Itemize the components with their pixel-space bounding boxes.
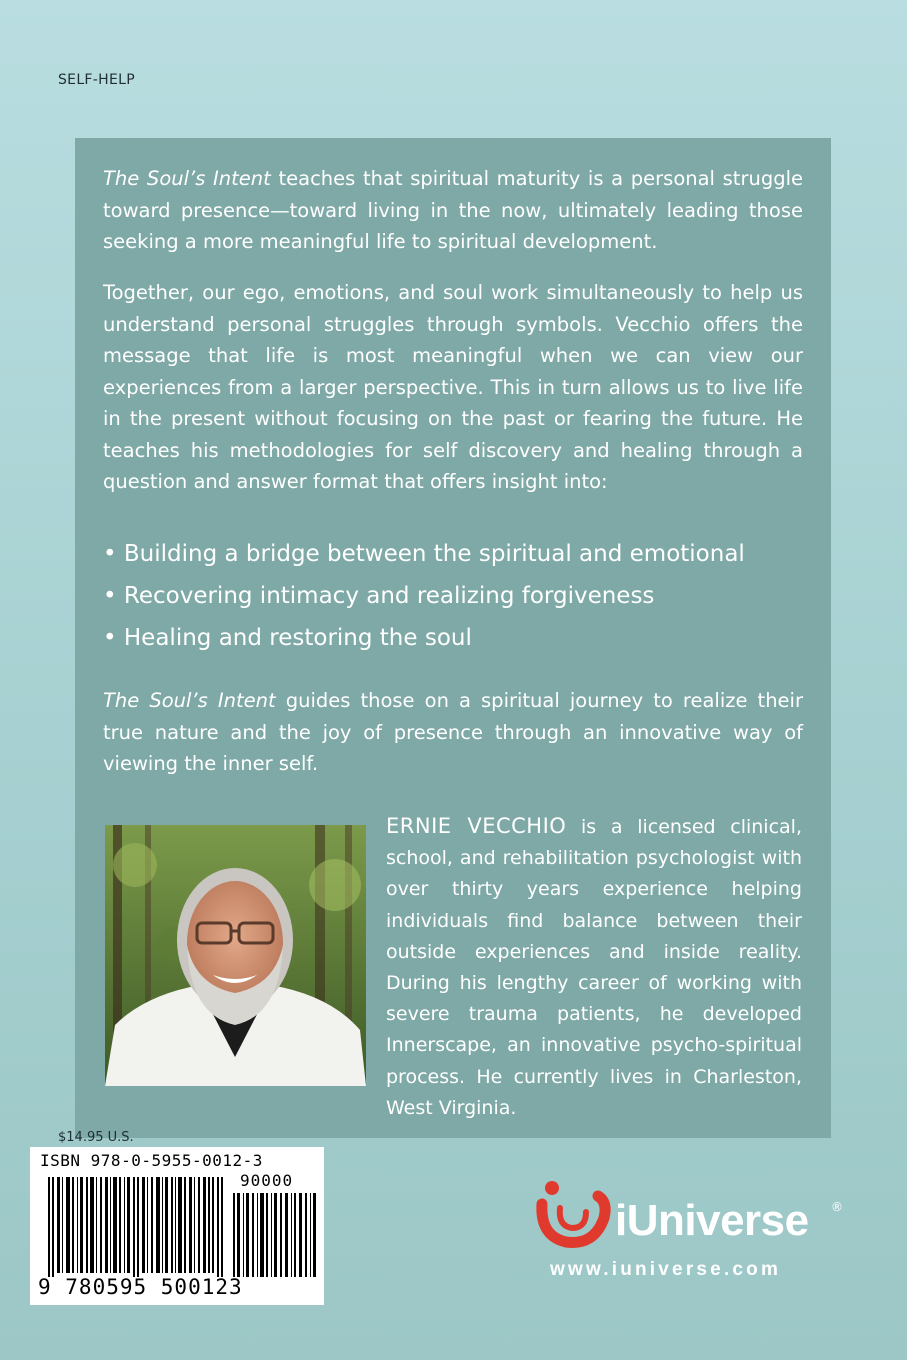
list-item: • Healing and restoring the soul (103, 617, 803, 659)
barcode-addon-number: 90000 (240, 1171, 294, 1190)
barcode-digits: 9 780595 500123 (38, 1275, 243, 1299)
author-photo (105, 825, 366, 1086)
author-bio (386, 811, 802, 1124)
author-bio-text: is a licensed clinical, school, and rehabilitation psychologist with over thirty years experience helping individuals find balance between their outside experiences and inside reality. During his lengthy career of working with severe trauma patients, he developed Innerscape, an innovative psycho-spiritual process. He currently lives in Charleston, West Virginia. (386, 816, 802, 1119)
description-text: teaches that spiritual maturity is a personal struggle toward presence—toward living in the now, ultimately leading those seeking a more meaningful life to spiritual development. (103, 167, 803, 253)
barcode-icon (48, 1171, 320, 1279)
registered-mark: ® (831, 1200, 843, 1214)
author-name: ERNIE VECCHIO (386, 814, 567, 838)
category-label: SELF-HELP (58, 72, 135, 88)
publisher-url[interactable]: www.iuniverse.com (550, 1259, 782, 1280)
description-paragraph-1 (103, 163, 803, 258)
list-item: • Recovering intimacy and realizing forgiveness (103, 575, 803, 617)
bullet-list (103, 533, 803, 659)
description-text: guides those on a spiritual journey to realize their true nature and the joy of presence through an innovative way of viewing the inner self. (103, 689, 803, 775)
barcode-box (30, 1147, 324, 1305)
description-paragraph-2: Together, our ego, emotions, and soul work simultaneously to help us understand personal struggles through symbols. Vecchio offers the message that life is most meaningful when we can view our experiences from a larger perspective. This in turn allows us to live life in the present without focusing on the past or fearing the future. He teaches his methodologies for self discovery and healing through a question and answer format that offers insight into: (103, 281, 803, 493)
publisher-name: iUniverse (615, 1196, 809, 1245)
book-title: The Soul’s Intent (103, 689, 276, 712)
description-paragraph-3 (103, 685, 803, 780)
list-item: • Building a bridge between the spiritual and emotional (103, 533, 803, 575)
price-label: $14.95 U.S. (58, 1130, 134, 1145)
isbn-label: ISBN 978-0-5955-0012-3 (40, 1151, 263, 1170)
book-title: The Soul’s Intent (103, 167, 271, 190)
